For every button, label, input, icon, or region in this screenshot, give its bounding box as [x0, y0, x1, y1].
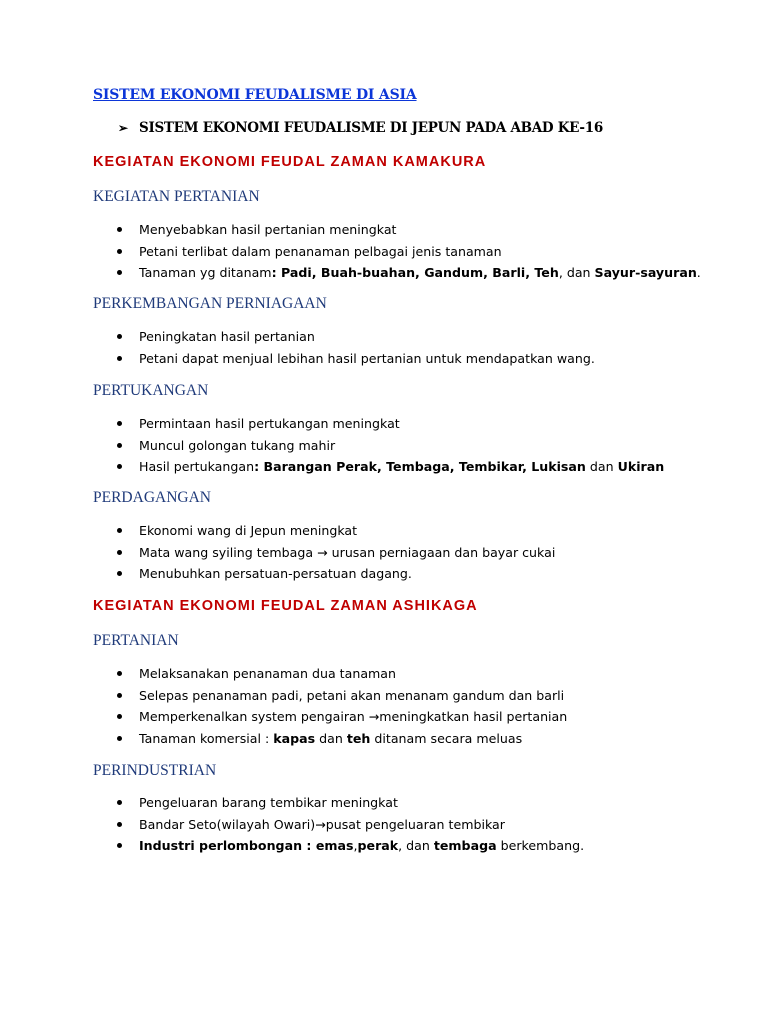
- list-item: Bandar Seto(wilayah Owari)→pusat pengeluaran tembikar: [0, 814, 700, 836]
- bullet-dot-icon: [117, 843, 122, 848]
- list-item: Tanaman komersial : kapas dan teh ditanam secara meluas: [0, 728, 700, 750]
- list-item: Selepas penanaman padi, petani akan menanam gandum dan barli: [0, 685, 700, 707]
- section-heading-kegiatan-pertanian: KEGIATAN PERTANIAN: [93, 188, 260, 205]
- bullet-dot-icon: [117, 800, 122, 805]
- kamakura-heading: KEGIATAN EKONOMI FEUDAL ZAMAN KAMAKURA: [93, 154, 487, 170]
- section-heading-pertanian: PERTANIAN: [93, 632, 179, 649]
- bullet-dot-icon: [117, 671, 122, 676]
- kegiatan-pertanian-list: [0, 219, 700, 284]
- list-item: Melaksanakan penanaman dua tanaman: [0, 663, 700, 685]
- bullet-dot-icon: [117, 714, 122, 719]
- section-heading-pertukangan: PERTUKANGAN: [93, 382, 209, 399]
- pertukangan-list: [0, 413, 700, 478]
- bullet-dot-icon: [117, 249, 122, 254]
- perindustrian-list: [0, 792, 700, 857]
- list-item: Ekonomi wang di Jepun meningkat: [0, 520, 700, 542]
- subtitle-line: [118, 120, 603, 136]
- list-item: Petani dapat menjual lebihan hasil pertanian untuk mendapatkan wang.: [0, 348, 700, 370]
- list-item: Pengeluaran barang tembikar meningkat: [0, 792, 700, 814]
- arrow-bullet-icon: ➢: [118, 121, 128, 135]
- section-heading-perdagangan: PERDAGANGAN: [93, 489, 211, 506]
- list-item: Permintaan hasil pertukangan meningkat: [0, 413, 700, 435]
- list-item: Mata wang syiling tembaga → urusan perniagaan dan bayar cukai: [0, 542, 700, 564]
- bullet-dot-icon: [117, 334, 122, 339]
- document-title: SISTEM EKONOMI FEUDALISME DI ASIA: [93, 87, 417, 103]
- list-item: Menyebabkan hasil pertanian meningkat: [0, 219, 700, 241]
- list-item: Industri perlombongan : emas,perak, dan tembaga berkembang.: [0, 835, 700, 857]
- bullet-dot-icon: [117, 464, 122, 469]
- section-heading-perkembangan-perniagaan: PERKEMBANGAN PERNIAGAAN: [93, 295, 327, 312]
- list-item: Petani terlibat dalam penanaman pelbagai jenis tanaman: [0, 241, 700, 263]
- list-item: Peningkatan hasil pertanian: [0, 326, 700, 348]
- list-item: Menubuhkan persatuan-persatuan dagang.: [0, 563, 700, 585]
- bullet-dot-icon: [117, 822, 122, 827]
- list-item: Memperkenalkan system pengairan →meningkatkan hasil pertanian: [0, 706, 700, 728]
- subtitle-text: SISTEM EKONOMI FEUDALISME DI JEPUN PADA ABAD KE-16: [139, 120, 603, 136]
- bullet-dot-icon: [117, 528, 122, 533]
- list-item: Tanaman yg ditanam: Padi, Buah-buahan, Gandum, Barli, Teh, dan Sayur-sayuran.: [0, 262, 700, 284]
- bullet-dot-icon: [117, 693, 122, 698]
- bullet-dot-icon: [117, 443, 122, 448]
- bullet-dot-icon: [117, 270, 122, 275]
- list-item: Muncul golongan tukang mahir: [0, 435, 700, 457]
- perdagangan-list: [0, 520, 700, 585]
- bullet-dot-icon: [117, 356, 122, 361]
- list-item: Hasil pertukangan: Barangan Perak, Tembaga, Tembikar, Lukisan dan Ukiran: [0, 456, 700, 478]
- bullet-dot-icon: [117, 227, 122, 232]
- bullet-dot-icon: [117, 421, 122, 426]
- section-heading-perindustrian: PERINDUSTRIAN: [93, 762, 217, 779]
- ashikaga-heading: KEGIATAN EKONOMI FEUDAL ZAMAN ASHIKAGA: [93, 598, 478, 614]
- bullet-dot-icon: [117, 736, 122, 741]
- bullet-dot-icon: [117, 571, 122, 576]
- perkembangan-perniagaan-list: [0, 326, 700, 369]
- bullet-dot-icon: [117, 550, 122, 555]
- pertanian-list: [0, 663, 700, 749]
